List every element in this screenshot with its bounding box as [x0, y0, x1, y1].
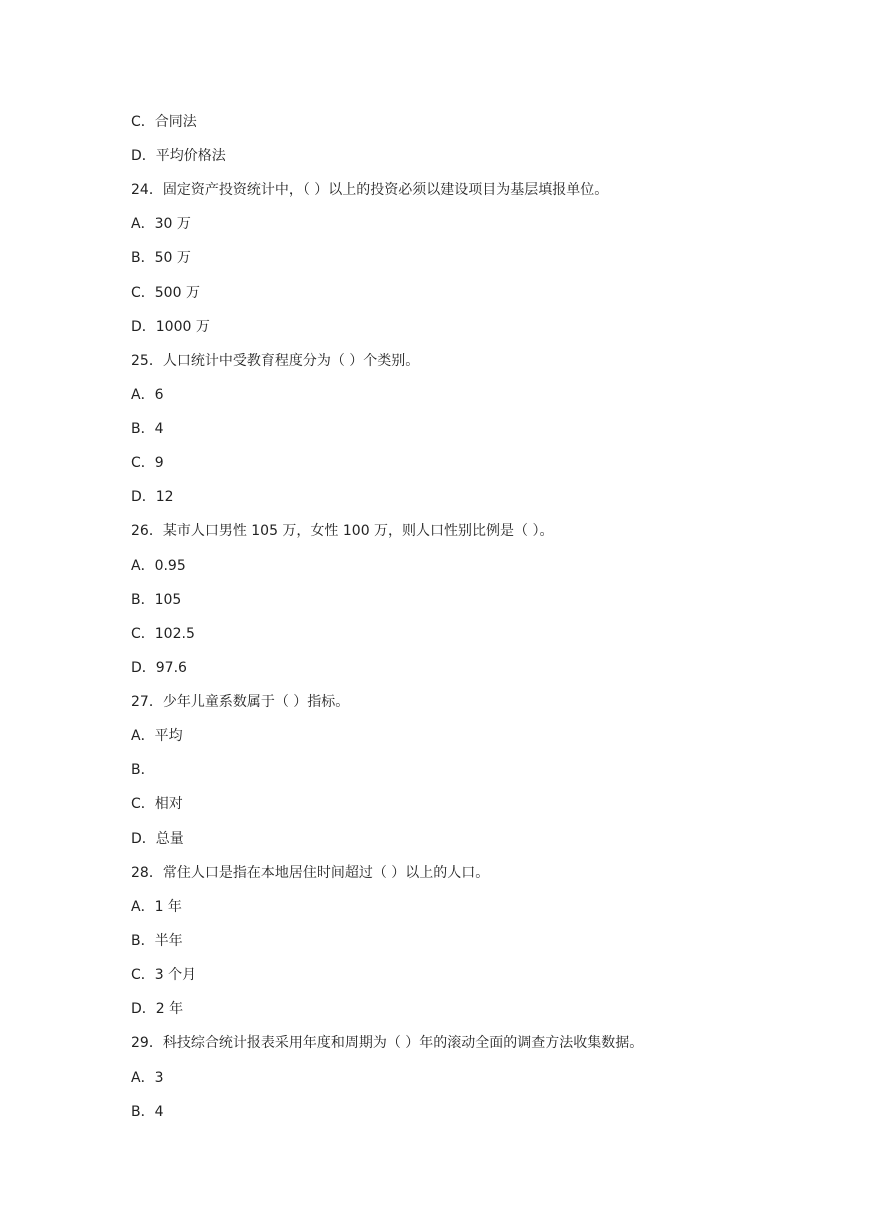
option-c-q28: C．3 个月	[131, 967, 197, 983]
question-28: 28．常住人口是指在本地居住时间超过（ ）以上的人口。	[131, 865, 490, 881]
option-d-q26: D．97.6	[131, 660, 187, 676]
question-29: 29．科技综合统计报表采用年度和周期为（ ）年的滚动全面的调查方法收集数据。	[131, 1035, 644, 1051]
option-b-q29: B．4	[131, 1104, 164, 1120]
question-24: 24．固定资产投资统计中，（ ）以上的投资必须以建设项目为基层填报单位。	[131, 182, 609, 198]
option-a-q24: A．30 万	[131, 216, 191, 232]
option-b-q24: B．50 万	[131, 250, 191, 266]
option-d-q28: D．2 年	[131, 1001, 184, 1017]
option-b-q27: B．	[131, 762, 155, 778]
option-b-q25: B．4	[131, 421, 164, 437]
option-b-q26: B．105	[131, 592, 182, 608]
question-27: 27．少年儿童系数属于（ ）指标。	[131, 694, 350, 710]
option-d-q25: D．12	[131, 489, 174, 505]
option-c-q27: C．相对	[131, 796, 183, 812]
question-25: 25．人口统计中受教育程度分为（ ）个类别。	[131, 353, 420, 369]
option-b-q28: B．半年	[131, 933, 183, 949]
option-c-q24: C．500 万	[131, 285, 200, 301]
option-a-q27: A．平均	[131, 728, 183, 744]
option-c-q23: C．合同法	[131, 114, 197, 130]
option-d-q27: D．总量	[131, 831, 184, 847]
option-a-q26: A．0.95	[131, 558, 186, 574]
option-a-q28: A．1 年	[131, 899, 182, 915]
option-a-q29: A．3	[131, 1070, 164, 1086]
option-d-q23: D．平均价格法	[131, 148, 226, 164]
question-26: 26．某市人口男性 105 万，女性 100 万，则人口性别比例是（ ）。	[131, 523, 554, 539]
option-c-q26: C．102.5	[131, 626, 195, 642]
option-d-q24: D．1000 万	[131, 319, 210, 335]
option-c-q25: C．9	[131, 455, 164, 471]
option-a-q25: A．6	[131, 387, 164, 403]
